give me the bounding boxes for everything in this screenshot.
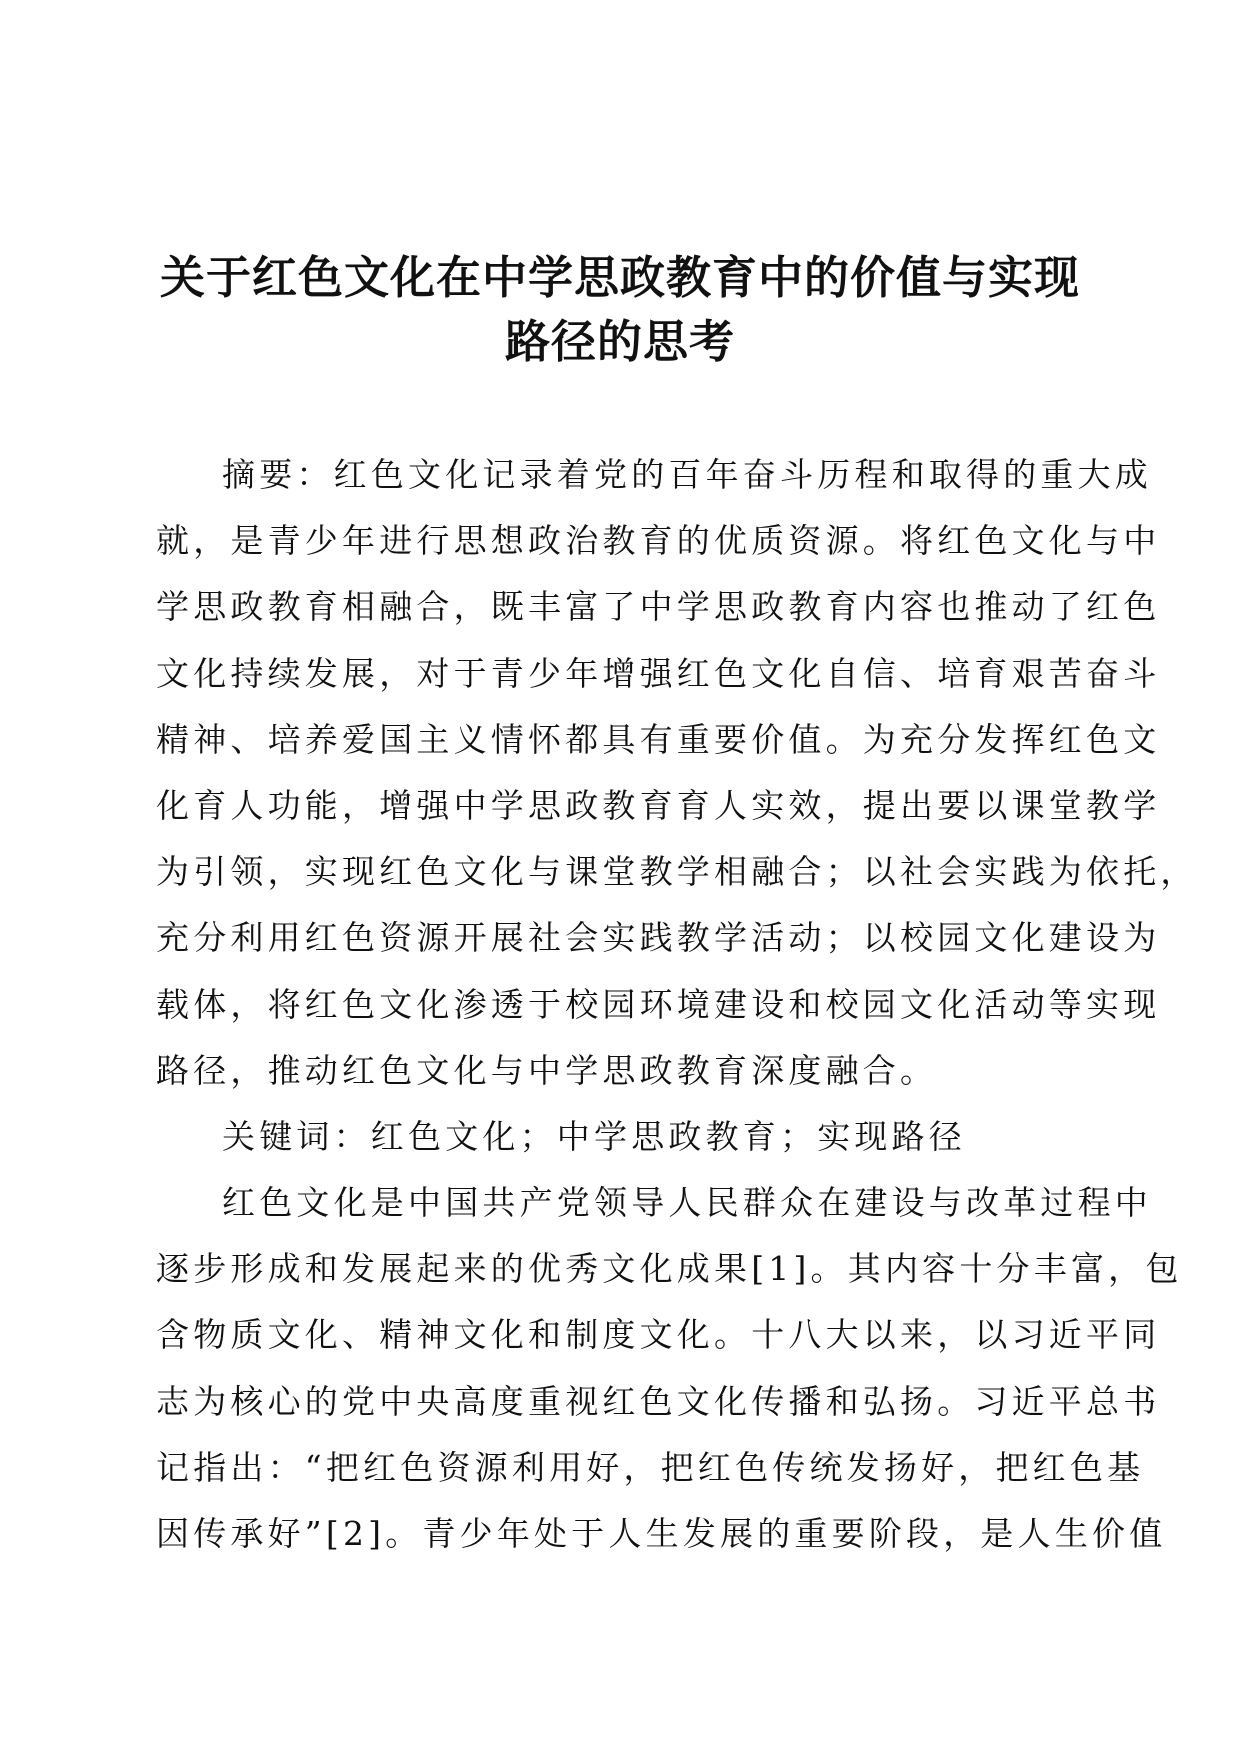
abstract-line: 精神、培养爱国主义情怀都具有重要价值。为充分发挥红色文	[156, 719, 1161, 759]
intro-paragraph	[156, 1170, 1183, 1567]
intro-line: 红色文化是中国共产党领导人民群众在建设与改革过程中	[222, 1183, 1152, 1222]
abstract-line: 路径，推动红色文化与中学思政教育深度融合。	[156, 1050, 938, 1090]
keywords-line: 关键词：红色文化；中学思政教育；实现路径	[222, 1117, 966, 1156]
abstract-line: 就，是青少年进行思想政治教育的优质资源。将红色文化与中	[156, 521, 1161, 561]
abstract-paragraph	[156, 442, 1198, 1104]
abstract-line: 充分利用红色资源开展社会实践教学活动；以校园文化建设为	[156, 918, 1161, 958]
intro-line: 逐步形成和发展起来的优秀文化成果[1]。其内容十分丰富，包	[156, 1249, 1183, 1289]
abstract-line: 学思政教育相融合，既丰富了中学思政教育内容也推动了红色	[156, 587, 1161, 627]
intro-line: 志为核心的党中央高度重视红色文化传播和弘扬。习近平总书	[156, 1381, 1161, 1421]
abstract-line: 化育人功能，增强中学思政教育育人实效，提出要以课堂教学	[156, 785, 1161, 825]
intro-line: 记指出：“把红色资源利用好，把红色传统发扬好，把红色基	[156, 1447, 1145, 1487]
intro-line: 含物质文化、精神文化和制度文化。十八大以来，以习近平同	[156, 1315, 1161, 1355]
abstract-line: 载体，将红色文化渗透于校园环境建设和校园文化活动等实现	[156, 984, 1161, 1024]
abstract-line: 摘要：红色文化记录着党的百年奋斗历程和取得的重大成	[222, 455, 1152, 494]
intro-line: 因传承好”[2]。青少年处于人生发展的重要阶段，是人生价值	[156, 1513, 1167, 1553]
abstract-line: 文化持续发展，对于青少年增强红色文化自信、培育艰苦奋斗	[156, 653, 1161, 693]
document-title-line-1: 关于红色文化在中学思政教育中的价值与实现	[159, 251, 1080, 304]
abstract-line: 为引领，实现红色文化与课堂教学相融合；以社会实践为依托，	[156, 852, 1198, 892]
keywords-paragraph	[156, 1104, 1086, 1170]
document-title-line-2: 路径的思考	[504, 315, 735, 368]
